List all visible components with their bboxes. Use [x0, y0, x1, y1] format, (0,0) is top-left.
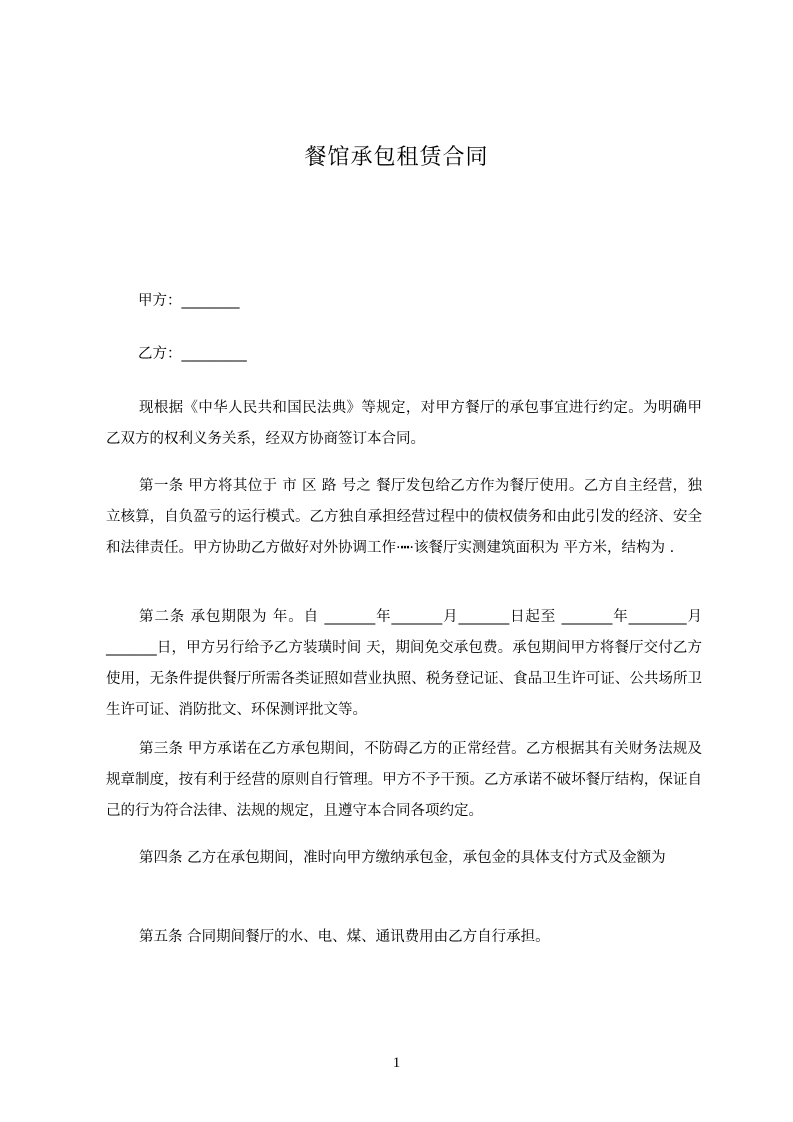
page-number: 1 — [392, 1055, 401, 1071]
intro-paragraph: 现根据《中华人民共和国民法典》等规定，对甲方餐厅的承包事宜进行约定。为明确甲乙双方的权利义务关系，经双方协商签订本合同。 — [106, 400, 702, 447]
article-4: 第四条 乙方在承包期间，准时向甲方缴纳承包金，承包金的具体支付方式及金额为 — [139, 850, 666, 866]
document-title: 餐馆承包租赁合同 — [304, 145, 489, 170]
party-a-line: 甲方：________ — [138, 293, 240, 309]
article-3: 第三条 甲方承诺在乙方承包期间，不防碍乙方的正常经营。乙方根据其有关财务法规及规章制度，按有利于经营的原则自行管理。甲方不予干预。乙方承诺不破坏餐厅结构，保证自己的行为符合法律、法规的规定，且遵守本合同各项约定。 — [106, 741, 702, 819]
party-b-line: 乙方：_________ — [138, 346, 247, 362]
article-5: 第五条 合同期间餐厅的水、电、煤、通讯费用由乙方自行承担。 — [139, 929, 550, 945]
article-2: 第二条 承包期限为 年。自 _______年_______月_______日起至 _______年________月_______日，甲方另行给予乙方装璜时间 天，期间免交承包费。承包期间甲方将餐厅交付乙方使用，无条件提供餐厅所需各类证照如营业执照、税务登记证、食品卫生许可证、公共场所卫生许可证、消防批文、环保测评批文等。 — [106, 609, 702, 718]
article-1: 第一条 甲方将其位于 市 区 路 号之 餐厅发包给乙方作为餐厅使用。乙方自主经营，独立核算，自负盈亏的运行模式。乙方独自承担经营过程中的债权债务和由此引发的经济、安全和法律责任。甲方协助乙方做好对外协调工作·┅·该餐厅实测建筑面积为 平方米，结构为 . — [106, 478, 702, 556]
